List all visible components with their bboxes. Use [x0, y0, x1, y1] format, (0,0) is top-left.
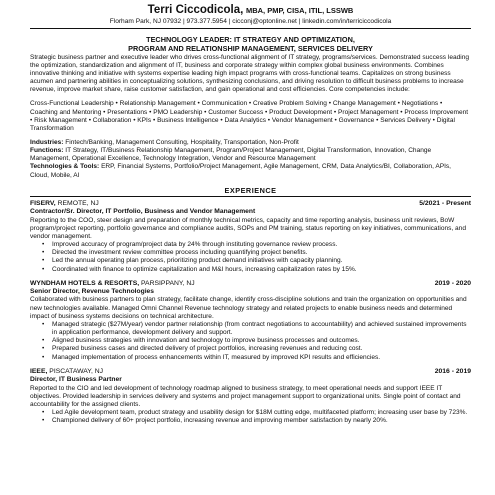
job-location: REMOTE, NJ — [57, 199, 99, 207]
industries-label: Industries: — [30, 139, 64, 146]
job-bullets — [30, 321, 471, 362]
job-company: FISERV, — [30, 199, 56, 207]
job-entry — [30, 368, 471, 426]
contact-line: Florham Park, NJ 07932 | 973.377.5954 | cicconj@optonline.net | linkedin.com/in/terriciccodicola — [30, 17, 471, 29]
job-title: Director, IT Business Partner — [30, 376, 122, 384]
job-description: Reported to the CIO and led development of technology roadmap aligned to business strategy, to meet operational needs and support IEEE IT objectives. Provided leadership in services delivery and systems and project management support to organizational units. Single point of contact and accountability for the assigned clients. — [30, 384, 461, 408]
candidate-credentials: MBA, PMP, CISA, ITIL, LSSWB — [245, 6, 354, 15]
industries-text: Fintech/Banking, Management Consulting, Hospitality, Transportation, Non-Profit — [65, 139, 299, 146]
industries-line — [30, 139, 471, 147]
job-bullet: • Coordinated with finance to optimize capitalization and M&I hours, increasing capitalization rates by 15%. — [52, 266, 471, 274]
job-bullet: • Prepared business cases and directed delivery of project portfolios, increasing revenues and reducing cost. — [52, 345, 471, 353]
summary-paragraph: Strategic business partner and executive leader who drives cross-functional alignment of IT strategy, programs/services. Demonstrated success leading the optimization, standardization and alignment of IT, business and corporate strategy within complex global business environments. Combines innovative thinking and initiative with systems expertise leading high impact programs with cross-functional teams. Capitalizes on strong business acumen and partnering abilities in conceptualizing solutions, synthesizing conclusions, and driving resolution to difficult business problems to increase revenue, improve market share, raise customer satisfaction, and gain operational and cost efficiencies. Core competencies include: — [30, 53, 469, 94]
functions-text: IT Strategy, IT/Business Relationship Management, Program/Project Management, Digital Transformation, Innovation, Change Management, Operational Excellence, Technology Integration, Vendor and Resource Management — [30, 147, 432, 163]
job-header — [30, 280, 471, 289]
job-description: Collaborated with business partners to plan strategy, facilitate change, identify cross-discipline solutions and train the organization on opportunities and new technologies available. Managed Omni Channel Revenue technology strategy and related projects to enable business needs and determined impact of business systems decisions on technical architecture. — [30, 296, 467, 320]
job-bullet: • Led Agile development team, product strategy and usability design for $18M cutting edge, multifaceted platform; increasing user base by 723%. — [52, 409, 471, 417]
job-bullets — [30, 241, 471, 274]
job-title: Contractor/Sr. Director, IT Portfolio, Business and Vendor Management — [30, 208, 256, 216]
name-line — [30, 4, 471, 17]
experience-section-title: EXPERIENCE — [30, 186, 471, 197]
job-location: PARSIPPANY, NJ — [141, 279, 195, 287]
job-company-location — [30, 280, 195, 289]
job-bullet: • Improved accuracy of program/project data by 24% through instituting governance review process. — [52, 241, 471, 249]
job-title: Senior Director, Revenue Technologies — [30, 288, 154, 296]
job-header — [30, 200, 471, 209]
job-company: IEEE, — [30, 367, 48, 375]
job-company-location — [30, 368, 103, 377]
job-company: WYNDHAM HOTELS & RESORTS, — [30, 279, 140, 287]
technologies-text: ERP, Financial Systems, Portfolio/Project Management, Agile Management, CRM, Data Analytics/BI, Collaboration, APIs, Cloud, Mobile, AI — [30, 163, 451, 179]
job-entry — [30, 280, 471, 362]
job-entry — [30, 200, 471, 274]
candidate-name: Terri Ciccodicola, — [147, 4, 244, 16]
job-bullet: • Managed implementation of process enhancements within IT, measured by improved KPI results and efficiencies. — [52, 354, 471, 362]
job-bullet: • Managed strategic ($27M/year) vendor partner relationship (from contract negotiations to accountability) and achieved sustained improvements in application performance, development delivery and support. — [52, 321, 471, 337]
job-company-location — [30, 200, 99, 209]
core-competencies: Cross-Functional Leadership • Relationship Management • Communication • Creative Problem Solving • Change Management • Negotiations • Coaching and Mentoring • Presentations • PMO Leadership • Customer Success • Product Development • Project Management • Process Improvement • Risk Management • Collaboration • KPIs • Business Intelligence • Data Analytics • Vendor Management • Governance • Services Delivery • Digital Transformation — [30, 100, 469, 132]
job-dates: 5/2021 - Present — [419, 199, 471, 207]
job-dates: 2019 - 2020 — [434, 279, 471, 287]
functions-line — [30, 147, 471, 163]
job-description: Reporting to the COO, steer design and preparation of monthly technical metrics, capacity and time reporting analysis, business unit reviews, BoW program/project reporting, portfolio governance and compliance audits, SOPs and PM training, status reporting on key initiatives, communications, and vendor management. — [30, 216, 466, 240]
job-bullets — [30, 409, 471, 425]
job-header — [30, 368, 471, 377]
job-bullet: • Led the annual operating plan process, prioritizing product demand initiatives with capacity planning. — [52, 257, 471, 265]
job-location: PISCATAWAY, NJ — [49, 367, 104, 375]
functions-label: Functions: — [30, 147, 64, 155]
headline-line-1: TECHNOLOGY LEADER: IT STRATEGY AND OPTIMIZATION, — [146, 35, 355, 44]
headline-line-2: PROGRAM AND RELATIONSHIP MANAGEMENT, SERVICES DELIVERY — [128, 43, 373, 53]
technologies-line — [30, 163, 471, 179]
technologies-label: Technologies & Tools: — [30, 163, 100, 171]
job-bullet: • Aligned business strategies with innovation and technology to improve business processes and outcomes. — [52, 337, 471, 345]
job-bullet: • Championed delivery of 60+ project portfolio, increasing revenue and improving member satisfaction by nearly 20%. — [52, 417, 471, 425]
job-bullet: • Directed the investment review committee process including quantifying project benefits. — [52, 249, 471, 257]
job-dates: 2016 - 2019 — [434, 367, 471, 375]
